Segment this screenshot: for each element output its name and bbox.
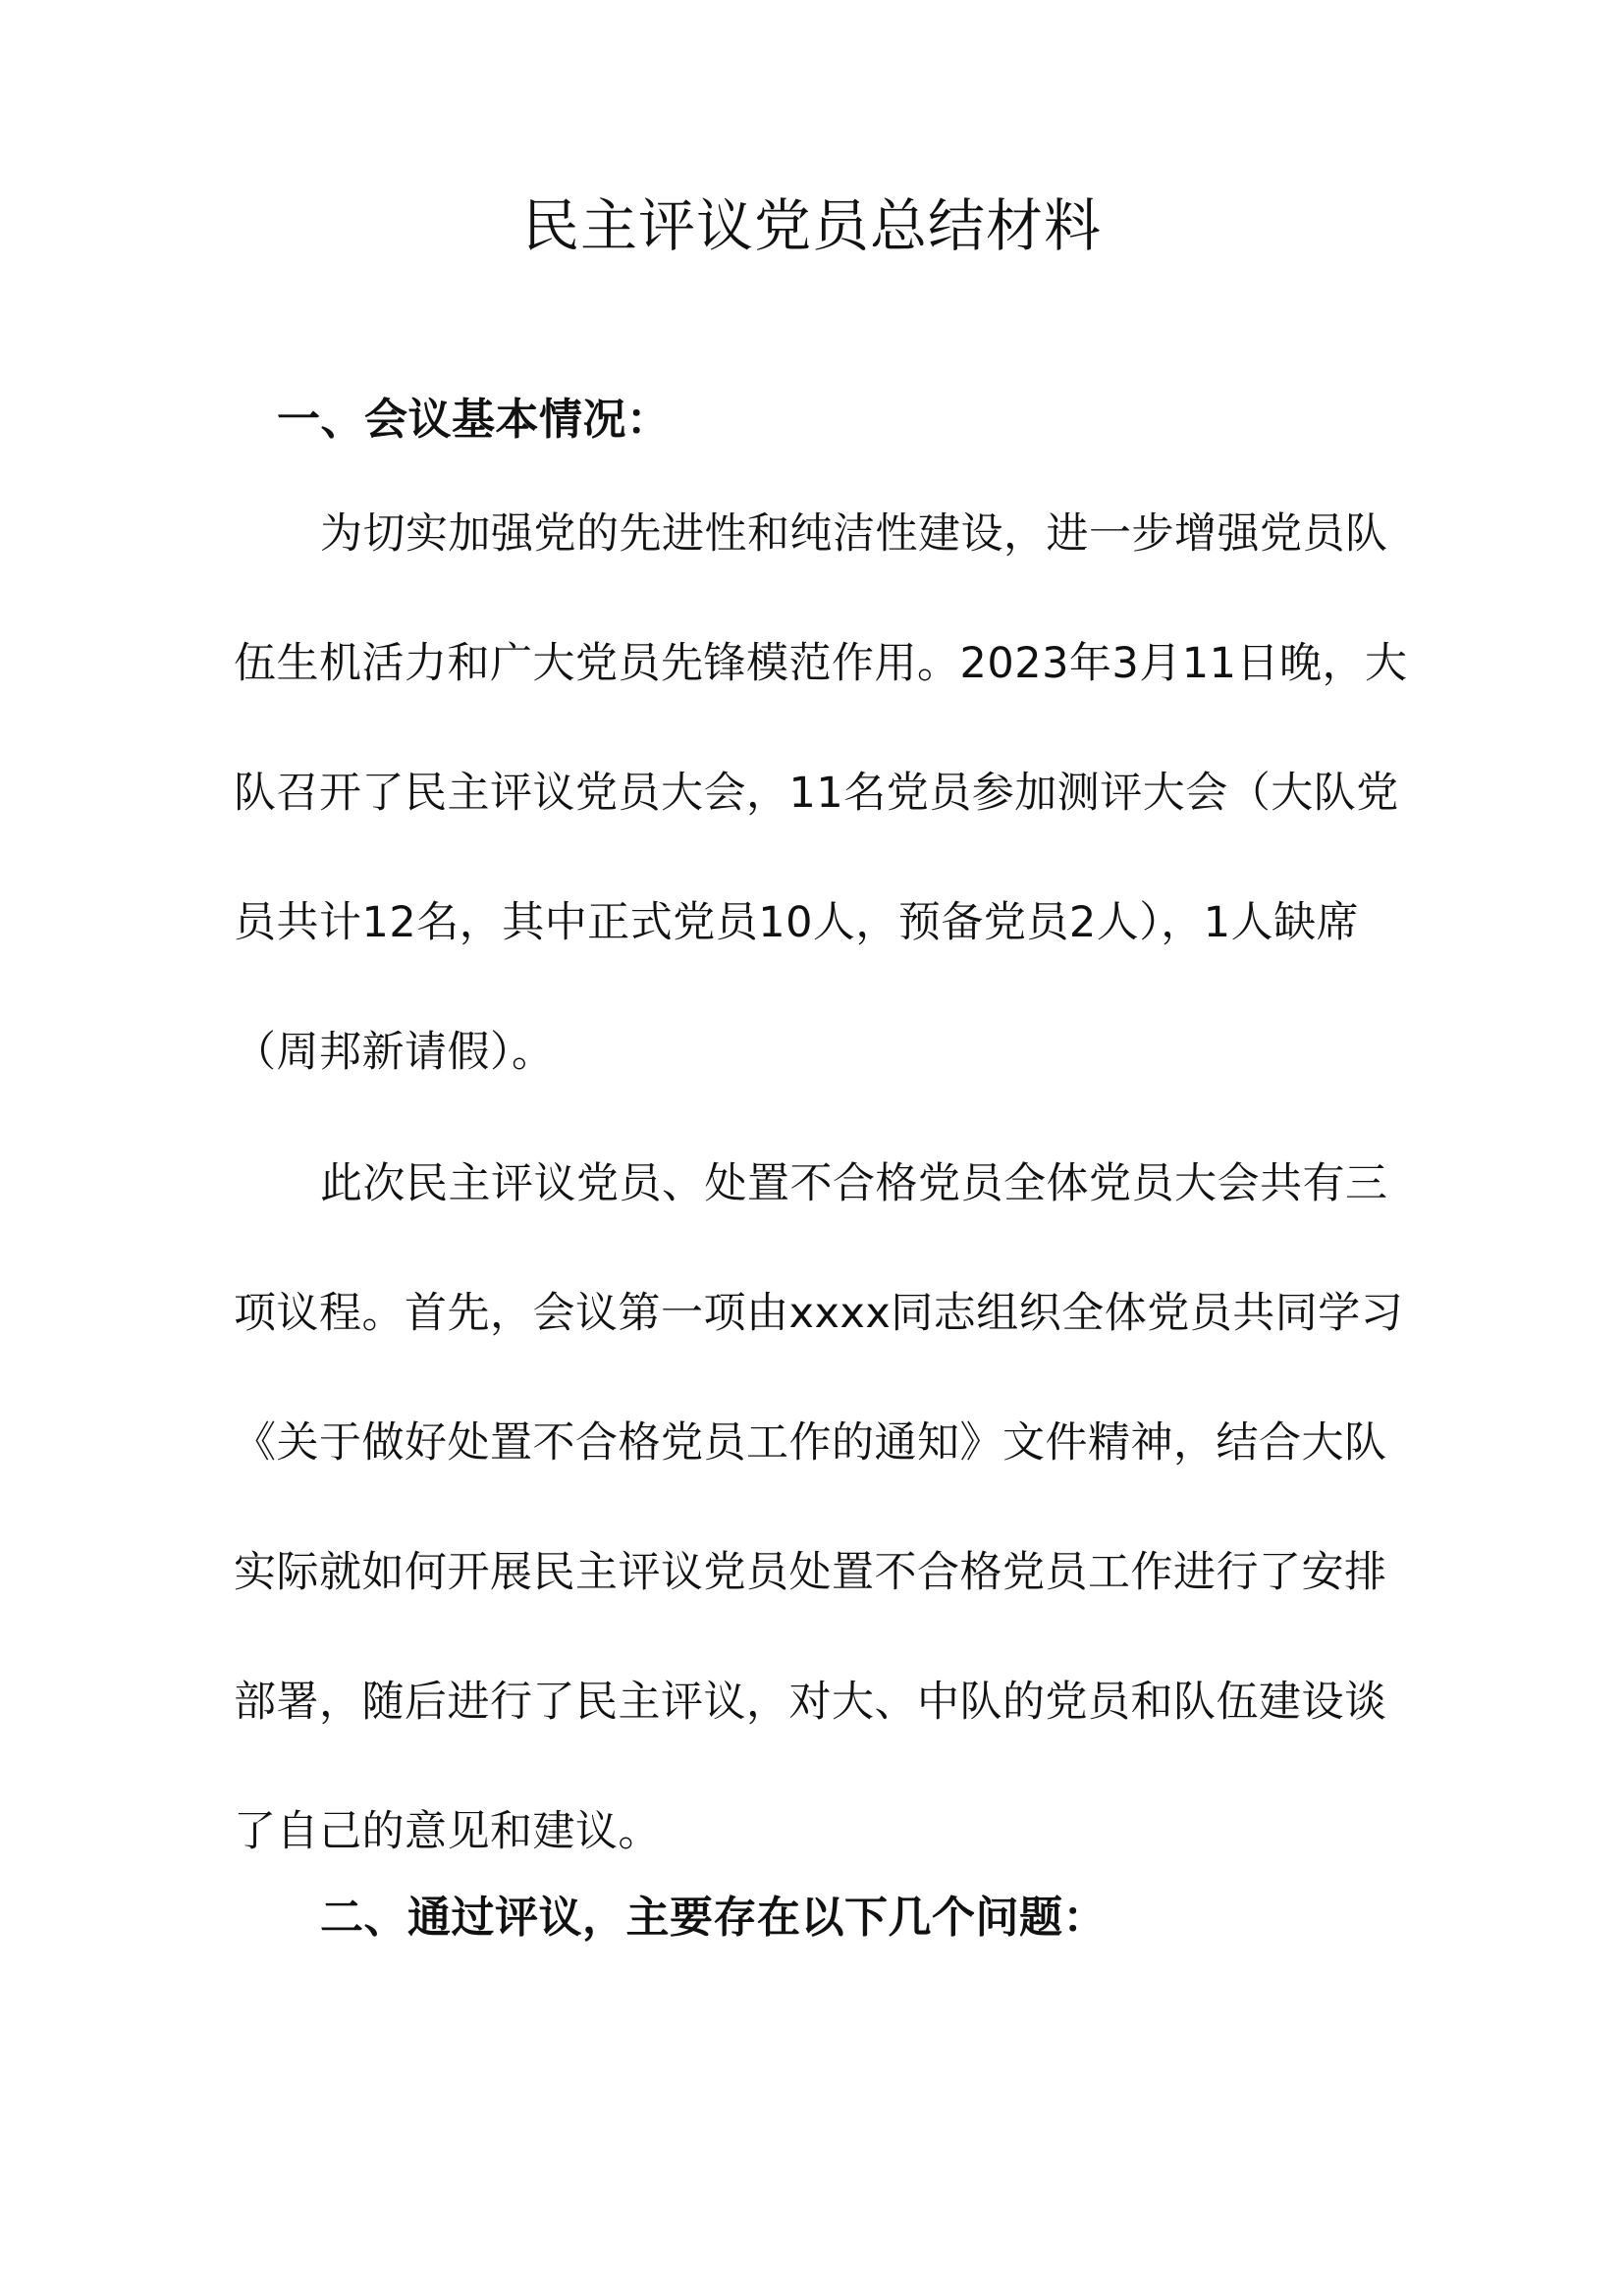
document-title: 民主评议党员总结材料 <box>521 192 1102 259</box>
section-heading-meeting-overview: 一、会议基本情况： <box>277 395 671 445</box>
paragraph-meeting-details: 为切实加强党的先进性和纯洁性建设，进一步增强党员队伍生机活力和广大党员先锋模范作用。2023年3月11日晚，大队召开了民主评议党员大会，11名党员参加测评大会（大队党员共计12名，其中正式党员10人，预备党员2人），1人缺席（周邦新请假）。 <box>234 509 1408 1077</box>
section-heading-issues: 二、通过评议，主要存在以下几个问题： <box>320 1893 1107 1943</box>
paragraph-meeting-agenda: 此次民主评议党员、处置不合格党员全体党员大会共有三项议程。首先，会议第一项由xxxx同志组织全体党员共同学习《关于做好处置不合格党员工作的通知》文件精神，结合大队实际就如何开展民主评议党员处置不合格党员工作进行了安排部署，随后进行了民主评议，对大、中队的党员和队伍建设谈了自己的意见和建议。 <box>234 1159 1404 1856</box>
